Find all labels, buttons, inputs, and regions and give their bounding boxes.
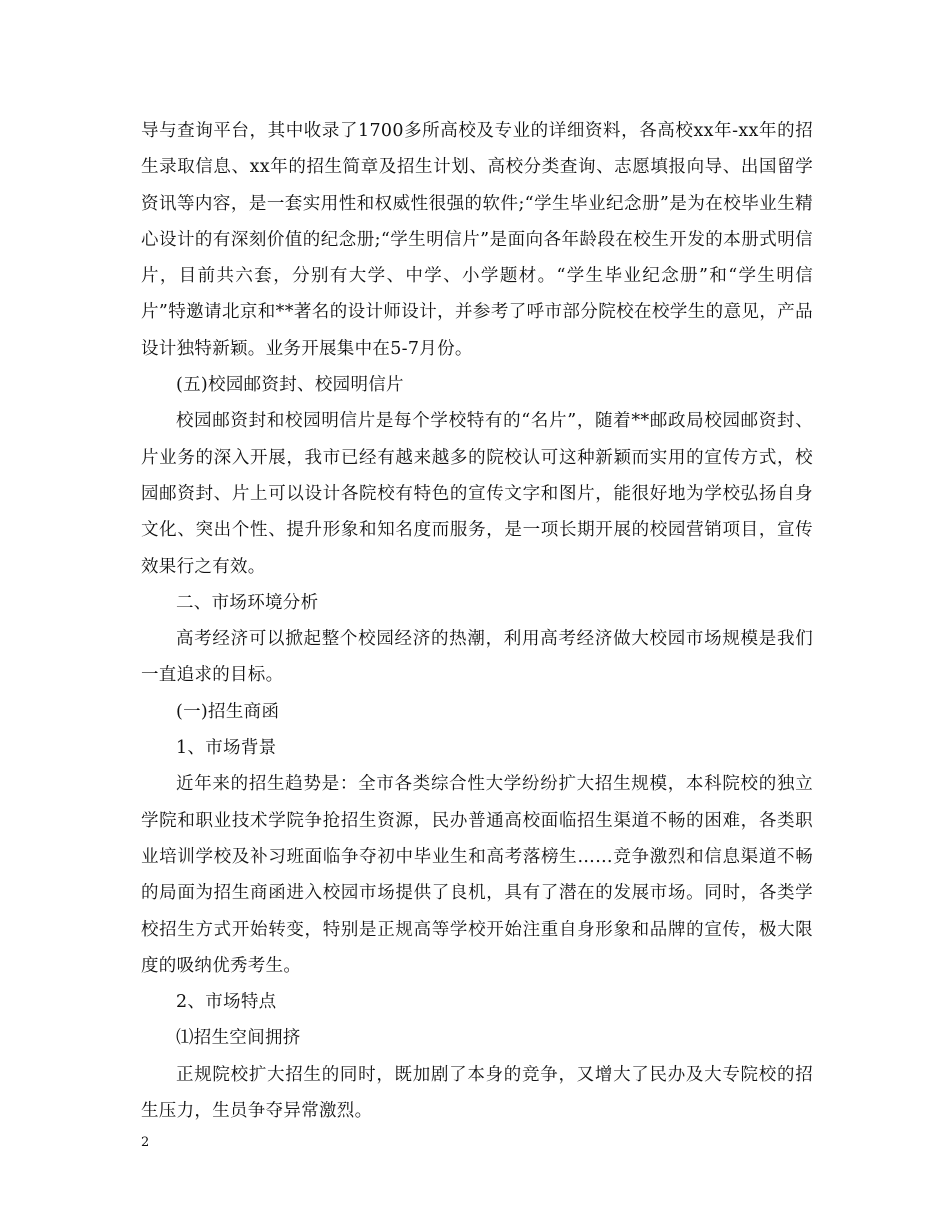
section-heading: (五)校园邮资封、校园明信片 [176, 375, 404, 396]
paragraph: 高考经济可以掀起整个校园经济的热潮，利用高考经济做大校园市场规模是我们一直追求的目标。 [141, 629, 813, 686]
section-heading: 2、市场特点 [176, 992, 277, 1013]
paragraph: 近年来的招生趋势是：全市各类综合性大学纷纷扩大招生规模，本科院校的独立学院和职业技术学院争抢招生资源，民办普通高校面临招生渠道不畅的困难，各类职业培训学校及补习班面临争夺初中毕业生和高考落榜生……竞争激烈和信息渠道不畅的局面为招生商函进入校园市场提供了良机，具有了潜在的发展市场。同时，各类学校招生方式开始转变，特别是正规高等学校开始注重自身形象和品牌的宣传，极大限度的吸纳优秀考生。 [141, 774, 813, 976]
document-body [141, 113, 813, 1129]
section-heading: ⑴招生空间拥挤 [176, 1028, 301, 1049]
paragraph: 校园邮资封和校园明信片是每个学校特有的“名片”，随着**邮政局校园邮资封、片业务的深入开展，我市已经有越来越多的院校认可这种新颖而实用的宣传方式，校园邮资封、片上可以设计各院校有特色的宣传文字和图片，能很好地为学校弘扬自身文化、突出个性、提升形象和知名度而服务，是一项长期开展的校园营销项目，宣传效果行之有效。 [141, 411, 813, 577]
section-heading: 1、市场背景 [176, 738, 277, 759]
paragraph: 导与查询平台，其中收录了1700多所高校及专业的详细资料，各高校xx年-xx年的招生录取信息、xx年的招生简章及招生计划、高校分类查询、志愿填报向导、出国留学资讯等内容，是一套实用性和权威性很强的软件;“学生毕业纪念册”是为在校毕业生精心设计的有深刻价值的纪念册;“学生明信片”是面向各年龄段在校生开发的本册式明信片，目前共六套，分别有大学、中学、小学题材。“学生毕业纪念册”和“学生明信片”特邀请北京和**著名的设计师设计，并参考了呼市部分院校在校学生的意见，产品设计独特新颖。业务开展集中在5-7月份。 [141, 121, 813, 359]
section-heading: 二、市场环境分析 [176, 592, 319, 613]
paragraph: 正规院校扩大招生的同时，既加剧了本身的竞争，又增大了民办及大专院校的招生压力，生员争夺异常激烈。 [141, 1064, 813, 1122]
section-heading: (一)招生商函 [176, 701, 280, 722]
page-number: 2 [141, 1135, 150, 1150]
